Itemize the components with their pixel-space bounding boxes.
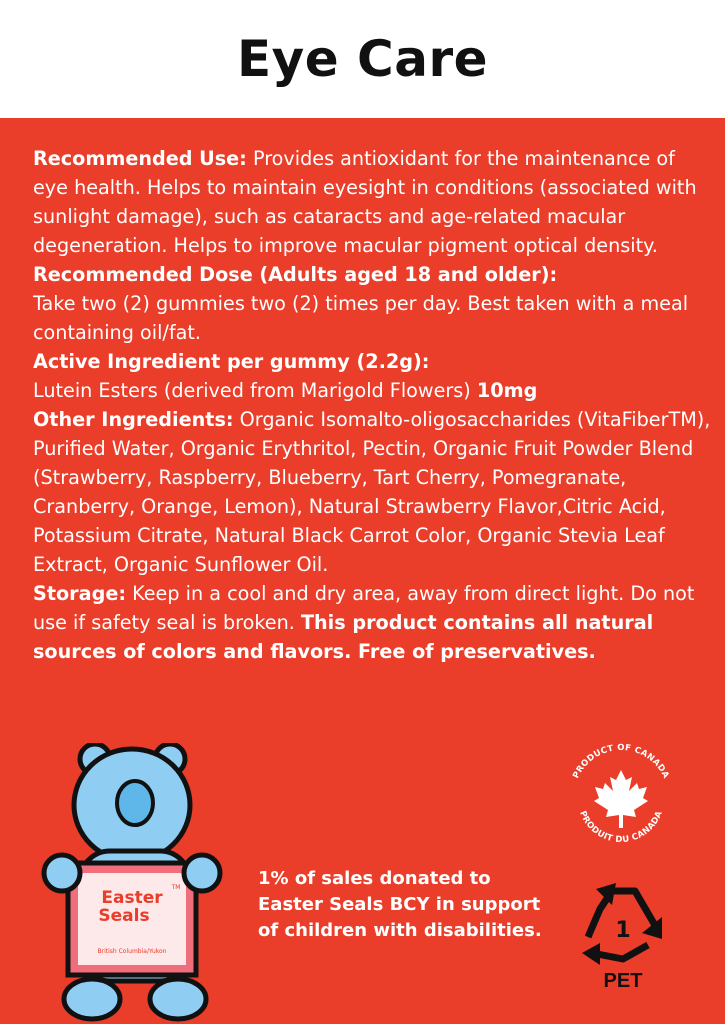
storage-notice: This product contains all natural sources of colors and flavors. Free of preservatives.: [33, 611, 654, 663]
donation-note: 1% of sales donated to Easter Seals BCY in support of children with disabilities.: [258, 868, 542, 941]
easter-seals-line2: Seals: [98, 906, 150, 926]
active-ingredient-amount: 10mg: [476, 379, 538, 402]
easter-seals-region: British Columbia/Yukon: [97, 948, 167, 955]
gummy-bear-mascot: [40, 743, 240, 1023]
recycle-label: PET: [603, 970, 643, 992]
active-ingredient: [33, 376, 713, 405]
header: [0, 0, 725, 118]
other-ingredients-label: Other Ingredients:: [33, 408, 234, 431]
maple-leaf-icon: [594, 770, 648, 828]
active-ingredient-text: Lutein Esters (derived from Marigold Flowers): [33, 379, 477, 402]
product-of-canada-badge: [560, 733, 682, 855]
recommended-use-label: Recommended Use:: [33, 147, 247, 170]
recommended-use-text: Provides antioxidant for the maintenance of eye health. Helps to maintain eyesight in conditions (associated with sunlight damage), such as cataracts and age-related macular degeneration. Helps to improve macular pigment optical density.: [33, 147, 697, 257]
storage: [33, 579, 713, 666]
active-ingredient-label: Active Ingredient per gummy (2.2g):: [33, 350, 430, 373]
label-text: [33, 144, 713, 666]
canada-badge-top-text: PRODUCT OF CANADA: [571, 742, 671, 781]
recommended-dose-heading: [33, 260, 713, 289]
storage-text: Keep in a cool and dry area, away from direct light. Do not use if safety seal is broken.: [33, 582, 695, 634]
recommended-dose-label: Recommended Dose (Adults aged 18 and older):: [33, 263, 558, 286]
easter-seals-line1: Easter: [101, 888, 163, 908]
recommended-use: [33, 144, 713, 260]
easter-seals-tm: TM: [171, 884, 181, 891]
active-ingredient-heading: [33, 347, 713, 376]
recommended-dose-text: Take two (2) gummies two (2) times per day. Best taken with a meal containing oil/fat.: [33, 292, 689, 344]
label-panel: [0, 118, 725, 1024]
recycle-number: 1: [615, 918, 631, 943]
storage-label: Storage:: [33, 582, 127, 605]
other-ingredients: [33, 405, 713, 579]
recycle-pet-icon: [578, 873, 668, 993]
canada-badge-bottom-text: PRODUIT DU CANADA: [577, 809, 665, 846]
page-title: Eye Care: [236, 30, 489, 88]
other-ingredients-text: Organic Isomalto-oligosaccharides (VitaFiberTM), Purified Water, Organic Erythritol, Pectin, Organic Fruit Powder Blend (Strawberry, Raspberry, Blueberry, Tart Cherry, Pomegranate, Cranberry, Orange, Lemon), Natural Strawberry Flavor,Citric Acid, Potassium Citrate, Natural Black Carrot Color, Organic Stevia Leaf Extract, Organic Sunflower Oil.: [33, 408, 711, 576]
